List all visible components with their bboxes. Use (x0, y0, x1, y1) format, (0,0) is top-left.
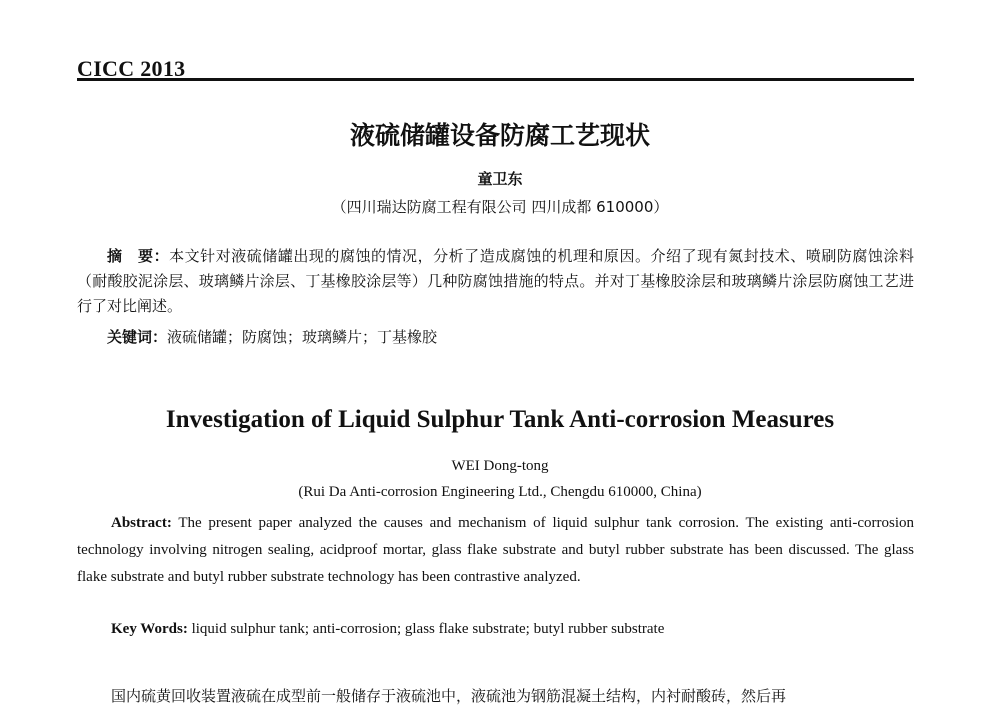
chinese-affiliation: （四川瑞达防腐工程有限公司 四川成都 610000） (331, 198, 669, 216)
header-rule (77, 78, 914, 81)
english-keywords-label: Key Words: (111, 621, 188, 637)
english-keywords-text: liquid sulphur tank; anti-corrosion; glass flake substrate; butyl rubber substrate (187, 621, 665, 637)
chinese-keywords-text: 液硫储罐；防腐蚀；玻璃鳞片；丁基橡胶 (167, 328, 438, 346)
english-title: Investigation of Liquid Sulphur Tank Anti-corrosion Measures (165, 406, 835, 433)
chinese-keywords-label: 关键词： (107, 328, 168, 346)
chinese-abstract-label: 摘 要： (107, 247, 170, 265)
chinese-abstract-text: 本文针对液硫储罐出现的腐蚀的情况，分析了造成腐蚀的机理和原因。介绍了现有氮封技术、喷刷防腐蚀涂料（耐酸胶泥涂层、玻璃鳞片涂层、丁基橡胶涂层等）几种防腐蚀措施的特点。并对丁基橡胶涂层和玻璃鳞片涂层防腐蚀工艺进行了对比阐述。 (77, 247, 914, 315)
english-author: WEI Dong-tong (451, 458, 549, 474)
chinese-abstract (77, 244, 914, 319)
english-affiliation: (Rui Da Anti-corrosion Engineering Ltd., Chengdu 610000, China) (298, 484, 702, 500)
english-keywords (111, 618, 914, 640)
conference-header: CICC 2013 (77, 56, 186, 81)
english-abstract (77, 510, 914, 591)
english-abstract-text: The present paper analyzed the causes and mechanism of liquid sulphur tank corrosion. The existing anti-corrosion technology involving nitrogen sealing, acidproof mortar, glass flake substrate and butyl rubber substrate has been discussed. The glass flake substrate and butyl rubber substrate technology has been contrastive analyzed. (77, 515, 914, 585)
chinese-title: 液硫储罐设备防腐工艺现状 (349, 121, 650, 150)
english-abstract-label: Abstract: (111, 515, 172, 531)
body-first-line: 国内硫黄回收装置液硫在成型前一般储存于液硫池中，液硫池为钢筋混凝土结构，内衬耐酸砖，然后再 (111, 687, 787, 705)
chinese-keywords (107, 326, 914, 348)
chinese-author: 童卫东 (477, 170, 523, 188)
